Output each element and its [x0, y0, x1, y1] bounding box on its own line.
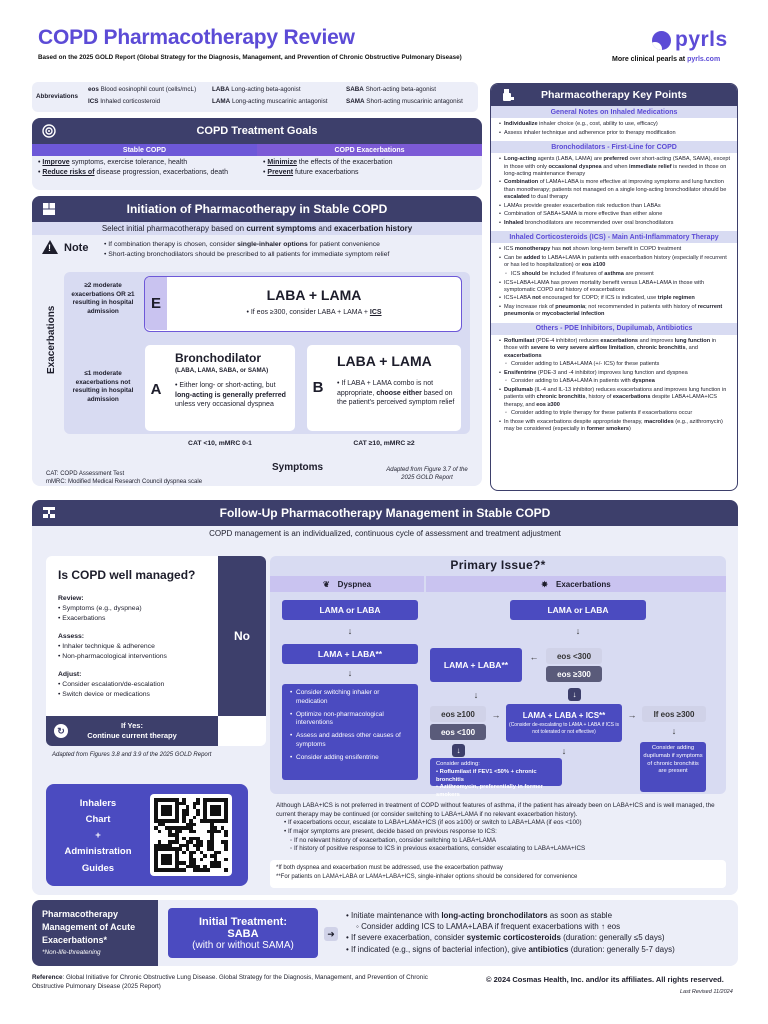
- follow-up-source: Adapted from Figures 3.8 and 3.9 of the 2025 GOLD Report: [52, 752, 212, 758]
- abbreviations-label: Abbreviations: [36, 93, 78, 100]
- pearls-prefix: More clinical pearls at: [612, 56, 688, 63]
- target-icon: [42, 124, 56, 138]
- goal-item: • Minimize the effects of the exacerbation: [263, 159, 393, 166]
- arrow-down-icon: ↓: [671, 726, 677, 736]
- yes-branch: ↻ If Yes: Continue current therapy: [46, 716, 218, 746]
- cat-legend: CAT: COPD Assessment Test mMRC: Modified Medical Research Council dyspnea scale: [46, 471, 203, 486]
- dyspnea-header: ❦ Dyspnea: [270, 576, 424, 592]
- group-e-letter: E: [145, 277, 167, 330]
- eos-ge300: eos ≥300: [546, 666, 602, 682]
- arrow-left-icon: ←: [529, 652, 539, 662]
- laba-ics-note: Although LABA+ICS is not preferred in treatment of COPD without features of asthma, if the patient has already been on LABA+ICS and is well managed, the current therapy may be continued (or consider switching to LABA+LAMA if no relevant exacerbation history). • If exacerbations occur, escalate to LABA+LAMA+ICS (if eos ≥100) or switch to LABA+LAMA (if eos <100) • If major symptoms are present, decide based on previous response to ICS: ◦ If no relevant history of exacerbation, consider switching to LABA+LAMA ◦ If history of positive response to ICS in previous exacerbations, consider escalating to LABA+LAMA+ICS: [276, 802, 715, 853]
- abbr-item: SABA Short-acting beta-agonist: [346, 86, 436, 93]
- arrow-down-icon: ↓: [575, 626, 581, 636]
- reference: Reference: Global Initiative for Chronic Obstructive Lung Disease. Global Strategy for the Diagnosis, Management, and Prevention of Chronic Obstructive Pulmonary Disease (2025 Report): [32, 974, 428, 990]
- exacerbations-header: ✸ Exacerbations: [426, 576, 726, 592]
- consider-adding-box: Consider adding: • Roflumilast if FEV1 <50% + chronic bronchitis • Azithromycin, preferentially in former smokers: [430, 758, 562, 786]
- goal-item: • Improve symptoms, exercise tolerance, health: [38, 159, 188, 166]
- group-b-note: • If LABA + LAMA combo is not appropriate, choose either based on the patient's perceived symptom relief: [337, 380, 455, 407]
- exac-step-2: LAMA + LABA**: [430, 648, 522, 682]
- alarm-icon: ✸: [541, 579, 548, 589]
- flow-footnotes: *If both dyspnea and exacerbation must be addressed, use the exacerbation pathway **For patients on LAMA+LABA or LAMA+LABA+ICS, single-inhaler options should be considered for convenience: [270, 860, 726, 888]
- arrow-down-icon: ↓: [347, 626, 353, 636]
- group-a-letter: A: [150, 381, 162, 398]
- group-e-therapy: LABA + LAMA: [266, 287, 362, 303]
- qr-code-icon[interactable]: [150, 794, 232, 876]
- if-eos-ge300: If eos ≥300: [642, 706, 706, 722]
- initiation-note: [42, 238, 472, 260]
- key-points-header: [491, 84, 737, 106]
- follow-up-subtitle: COPD management is an individualized, continuous cycle of assessment and treatment adjustment: [32, 526, 738, 542]
- acute-subtitle: *Non-life-threatening: [42, 949, 101, 957]
- no-branch: No: [218, 556, 266, 716]
- eos-lt100: eos <100: [430, 724, 486, 740]
- dyspnea-options: • Consider switching inhaler or medication • Optimize non-pharmacological interventions • Assess and address other causes of symptoms • Consider adding ensifentrine: [282, 684, 418, 780]
- abbr-item: LABA Long-acting beta-agonist: [212, 86, 301, 93]
- exac-step-1: LAMA or LABA: [510, 600, 646, 620]
- acute-header: [32, 900, 158, 966]
- page-subtitle: Based on the 2025 GOLD Report (Global Strategy for the Diagnosis, Management, and Prevention of Chronic Obstructive Pulmonary Disease): [38, 54, 462, 61]
- dyspnea-step-2: LAMA + LABA**: [282, 644, 418, 664]
- follow-up-title: Follow-Up Pharmacotherapy Management in Stable COPD: [219, 506, 551, 520]
- key-points-title: Pharmacotherapy Key Points: [541, 89, 687, 101]
- pyrls-logo[interactable]: [652, 28, 728, 52]
- abbr-item: LAMA Long-acting muscarinic antagonist: [212, 98, 328, 105]
- group-b-letter: B: [312, 379, 324, 396]
- assess-block: Assess: • Inhaler technique & adherence • Non-pharmacological interventions: [58, 633, 167, 660]
- ics-list: • ICS monotherapy has not shown long-term benefit in COPD treatment • Can be added to LABA+LAMA in patients with exacerbation history (especially if recurrent or has led to hospitalization) or eos ≥100 ◦ ICS should be included if features of asthma are present • ICS+LABA+LAMA has proven mortality benefit versus LABA+LAMA in those with symptomatic COPD and history of exacerbations • ICS+LABA not encouraged for COPD; if ICS is indicated, use triple regimen • May increase risk of pneumonia; not recommended in patients with history of recurrent pneumonia or mycobacterial infection: [491, 243, 737, 323]
- symptoms-axis-label: Symptoms: [272, 462, 324, 473]
- eos-ge100: eos ≥100: [430, 706, 486, 722]
- initiation-instruction: Select initial pharmacotherapy based on current symptoms and exacerbation history: [32, 222, 482, 235]
- arrow-down-icon: ↓: [452, 744, 465, 757]
- group-a-note: • Either long- or short-acting, but long-acting is generally preferred unless very occasional dyspnea: [175, 382, 286, 409]
- general-notes-header: General Notes on Inhaled Medications: [491, 106, 737, 118]
- pearls-link[interactable]: [612, 56, 720, 63]
- primary-issue-flow: [270, 556, 726, 799]
- initiation-header: [32, 196, 482, 222]
- key-points-panel: [490, 83, 738, 491]
- abbr-item: SAMA Short-acting muscarinic antagonist: [346, 98, 463, 105]
- abbreviations-box: [32, 82, 478, 112]
- group-e-note: • If eos ≥300, consider LABA + LAMA + ICS: [246, 309, 382, 316]
- goal-item: • Reduce risks of disease progression, exacerbations, death: [38, 169, 229, 177]
- well-managed-question: Is COPD well managed?: [58, 568, 196, 582]
- page-title: COPD Pharmacotherapy Review: [38, 26, 355, 49]
- initial-treatment-box: Initial Treatment: SABA (with or without SAMA): [168, 908, 318, 958]
- well-managed-box: [46, 556, 266, 746]
- last-revised: Last Revised 11/2024: [680, 989, 733, 995]
- grid-icon: [42, 202, 56, 216]
- arrow-down-icon: ↓: [561, 746, 567, 756]
- warning-icon: [42, 240, 58, 254]
- treatment-goals-panel: [32, 118, 482, 190]
- lungs-icon: ❦: [322, 579, 330, 589]
- group-e-box: [144, 276, 462, 332]
- group-a-box: [144, 344, 296, 432]
- cat-low-label: CAT <10, mMRC 0-1: [188, 440, 252, 447]
- note-title: Note: [64, 242, 89, 254]
- initiation-panel: [32, 196, 482, 486]
- inhaler-icon: [501, 88, 515, 102]
- adjust-block: Adjust: • Consider escalation/de-escalation • Switch device or medications: [58, 671, 165, 698]
- cycle-icon: ↻: [54, 724, 68, 738]
- cat-high-label: CAT ≥10, mMRC ≥2: [353, 440, 415, 447]
- exacerbations-axis-label: Exacerbations: [46, 305, 57, 374]
- group-b-box: [306, 344, 462, 432]
- arrow-down-icon: ↓: [347, 668, 353, 678]
- arrow-right-icon: →: [491, 710, 501, 720]
- exac-step-3: LAMA + LABA + ICS** (Consider de-escalating to LAMA + LABA if ICS is not tolerated or not effective): [506, 704, 622, 742]
- exacerbation-goals: [257, 144, 482, 190]
- abbr-item: eos Blood eosinophil count (cells/mcL): [88, 86, 197, 93]
- flowchart-icon: [42, 506, 56, 520]
- arrow-down-icon: ↓: [568, 688, 581, 701]
- logo-mark-icon: [652, 31, 671, 50]
- ics-header: Inhaled Corticosteroids (ICS) - Main Anti-Inflammatory Therapy: [491, 231, 737, 243]
- others-list: • Roflumilast (PDE-4 inhibitor) reduces exacerbations and improves lung function in those with severe to very severe airflow limitation, chronic bronchitis, and exacerbations ◦ Consider adding to LABA+LAMA (+/- ICS) for these patients • Ensifentrine (PDE-3 and -4 inhibitor) improves lung function and dyspnea ◦ Consider adding to LABA+LAMA in patients with dyspnea • Dupilumab (IL-4 and IL-13 inhibitor) reduces exacerbations and improves lung function in patients with chronic bronchitis, history of exacerbations despite LABA+LAMA+ICS therapy, and eos ≥300 ◦ Consider adding to triple therapy for these patients if exacerbations occur • In those with exacerbations despite appropriate therapy, macrolides (e.g., azithromycin) may be considered (especially in former smokers): [491, 335, 737, 438]
- inhalers-chart-link[interactable]: [46, 784, 248, 886]
- group-b-therapy: LABA + LAMA: [337, 353, 432, 369]
- stable-goals: [32, 144, 257, 190]
- arrow-down-icon: ↓: [473, 690, 479, 700]
- treatment-goals-title: COPD Treatment Goals: [196, 125, 318, 137]
- follow-up-panel: [32, 500, 738, 895]
- acute-actions-list: • Initiate maintenance with long-acting bronchodilators as soon as stable ◦ Consider adding ICS to LAMA+LABA if frequent exacerbations with ↑ eos • If severe exacerbation, consider systemic corticosteroids (duration: generally ≤5 days) • If indicated (e.g., signs of bacterial infection), give antibiotics (duration: generally 5-7 days): [346, 911, 675, 954]
- pearls-site: pyrls.com: [687, 56, 721, 63]
- bronchodilators-header: Bronchodilators - First-Line for COPD: [491, 141, 737, 153]
- row-label-low: ≤1 moderate exacerbations not resulting in hospital admission: [72, 370, 134, 403]
- eos-lt300: eos <300: [546, 648, 602, 664]
- abbr-item: ICS Inhaled corticosteroid: [88, 98, 161, 105]
- primary-issue-title: Primary Issue?*: [450, 558, 546, 572]
- general-notes-list: • Individualize inhaler choice (e.g., cost, ability to use, efficacy) • Assess inhaler technique and adherence prior to therapy modification: [491, 118, 737, 141]
- note-list: • If combination therapy is chosen, consider single-inhaler options for patient convenience • Short-acting bronchodilators should be prescribed to all patients for immediate symptom relief: [104, 241, 390, 258]
- others-header: Others - PDE Inhibitors, Dupilumab, Antibiotics: [491, 323, 737, 335]
- treatment-goals-header: [32, 118, 482, 144]
- copyright: © 2024 Cosmas Health, Inc. and/or its affiliates. All rights reserved.: [486, 975, 724, 984]
- row-label-high: ≥2 moderate exacerbations OR ≥1 resulting in hospital admission: [71, 282, 135, 315]
- group-a-options: (LABA, LAMA, SABA, or SAMA): [175, 367, 269, 374]
- initiation-source: Adapted from Figure 3.7 of the 2025 GOLD Report: [386, 467, 468, 482]
- stable-goals-header: Stable COPD: [32, 144, 257, 156]
- arrow-right-icon: ➜: [324, 927, 338, 941]
- consider-dupilumab-box: Consider adding dupilumab if symptoms of chronic bronchitis are present: [640, 742, 706, 792]
- acute-title: Pharmacotherapy Management of Acute Exacerbations*: [42, 909, 136, 946]
- arrow-right-icon: →: [627, 710, 637, 720]
- logo-text: pyrls: [675, 28, 728, 51]
- initiation-title: Initiation of Pharmacotherapy in Stable COPD: [126, 202, 388, 216]
- group-a-therapy: Bronchodilator: [175, 351, 261, 365]
- dyspnea-step-1: LAMA or LABA: [282, 600, 418, 620]
- acute-exacerbations-panel: [32, 900, 738, 966]
- inhalers-chart-label: Inhalers Chart + Administration Guides: [64, 798, 132, 874]
- exacerbation-goals-header: COPD Exacerbations: [257, 144, 482, 156]
- review-block: Review: • Symptoms (e.g., dyspnea) • Exacerbations: [58, 595, 142, 622]
- goal-item: • Prevent future exacerbations: [263, 169, 359, 177]
- bronchodilators-list: • Long-acting agents (LABA, LAMA) are preferred over short-acting (SABA, SAMA), except in those with only occasional dyspnea and when immediate relief is needed in those on long-acting maintenance therapy • Combination of LAMA+LABA is more effective at improving symptoms and lung function than monotherapy; patients not managed on a single long-acting bronchodilator should be escalated to dual therapy • LAMAs provide greater exacerbation risk reduction than LABAs • Combination of SABA+SAMA is more effective than either alone • Inhaled bronchodilators are recommended over oral bronchodilators: [491, 153, 737, 231]
- follow-up-header: [32, 500, 738, 526]
